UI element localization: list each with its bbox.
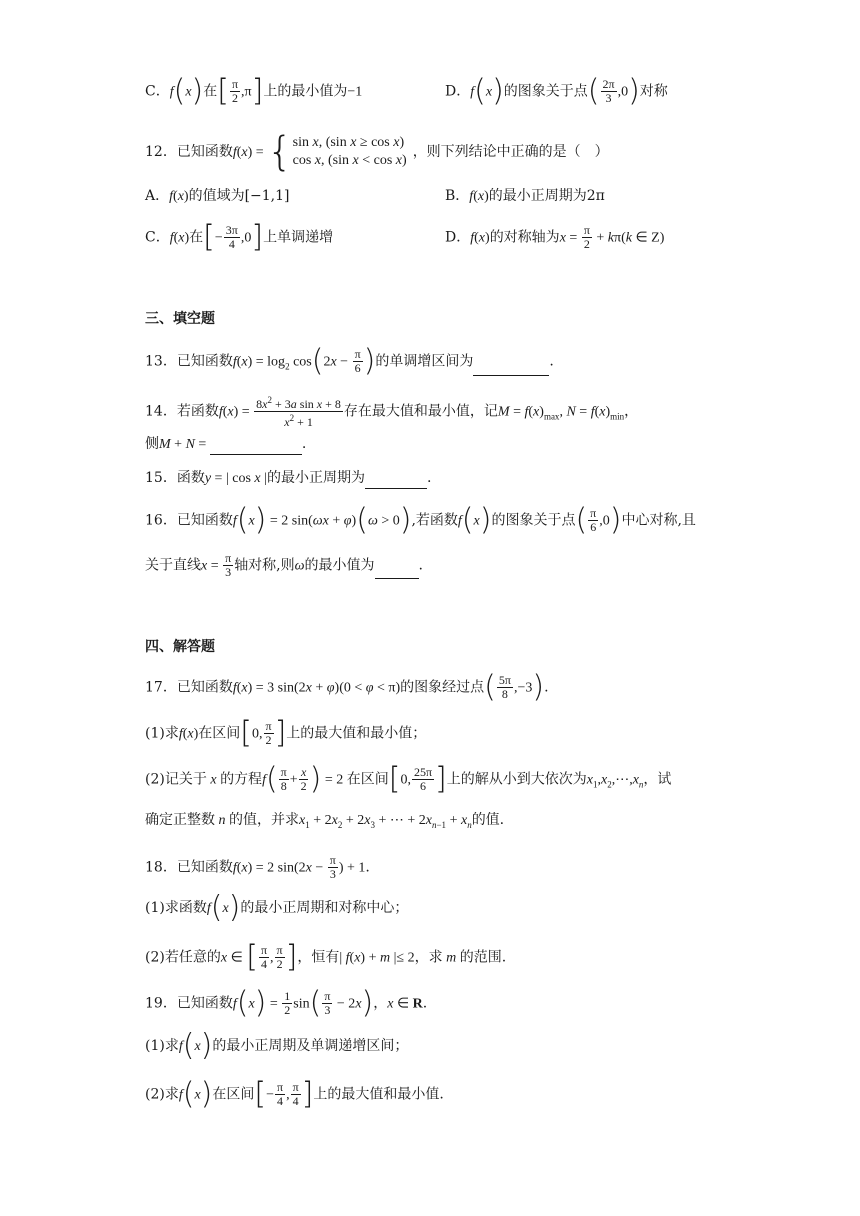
- q11-option-c: C．f(x)在[ $\frac{\pi}{2}$ ,π]上的最小值为−1: [145, 73, 363, 109]
- q16-answer-blank[interactable]: [375, 564, 419, 579]
- q19-part2: (2)求f(x)在区间[− $\frac{\pi}{4}$ , $\frac{\pi}{4}$ ]上的最大值和最小值.: [145, 1076, 444, 1112]
- q18-part2: (2)若任意的x ∈ [ $\frac{\pi}{4}$ , $\frac{\pi}{2}$ ]，恒有| f(x) + m |≤ 2，求 m 的范围.: [145, 939, 507, 975]
- q17-stem: 17．已知函数f(x) = 3 sin(2x + φ)(0 < φ < π)的图象经过点( $\frac{5\pi}{8}$ ,−3).: [145, 669, 549, 705]
- q13-answer-blank[interactable]: [473, 361, 549, 376]
- q15-answer-blank[interactable]: [365, 474, 427, 489]
- q17-part2-cont: 确定正整数 n 的值，并求$x_1 + 2x_2 + 2x_3$ + ⋯ + $2x_{n-1} + x_n$的值.: [145, 812, 505, 830]
- q12-option-d: D．f(x)的对称轴为x = $\frac{\pi}{2}$ + kπ(k ∈ Z): [445, 223, 665, 251]
- q12-option-b: B．f(x)的最小正周期为2π: [445, 188, 605, 204]
- q14-answer-blank[interactable]: [210, 440, 302, 455]
- q15: 15．函数y = | cos x |的最小正周期为 .: [145, 468, 431, 489]
- q17-part1: (1)求f(x)在区间[0, $\frac{\pi}{2}$ ]上的最大值和最小值；: [145, 715, 427, 751]
- q13: 13．已知函数$f(x) = \log_2 \cos(2x$ − $\frac{\pi}{6}$ )的单调增区间为 .: [145, 343, 554, 379]
- q12-option-a: A．f(x)的值域为[−1,1]: [145, 188, 290, 204]
- q11-option-d: D．f(x)的图象关于点( $\frac{2\pi}{3}$ ,0)对称: [445, 73, 668, 109]
- q14-line1: 14．若函数f(x) = $\frac{8x^2 + 3a \sin x + 8}{x^2 + 1}$ 存在最大值和最小值，记$M = f(x)_{max}$, $N = f(x)_{min}$，: [145, 395, 639, 429]
- q16-line1: 16．已知函数f(x) = 2 sin(ωx + φ)(ω > 0),若函数f(x)的图象关于点( $\frac{\pi}{6}$ ,0)中心对称,且: [145, 502, 696, 538]
- q19-part1: (1)求f(x)的最小正周期及单调递增区间；: [145, 1028, 409, 1063]
- section-solve-title: 四、解答题: [145, 639, 215, 655]
- q18-part1: (1)求函数f(x)的最小正周期和对称中心；: [145, 890, 409, 925]
- q19-stem: 19．已知函数f(x) = $\frac{1}{2}$ sin( $\frac{\pi}{3}$ − 2x)，x ∈ R.: [145, 985, 428, 1021]
- q16-line2: 关于直线x = $\frac{\pi}{3}$ 轴对称,则ω的最小值为 .: [145, 551, 423, 579]
- section-fill-in-title: 三、填空题: [145, 311, 215, 327]
- q12-stem: 12．已知函数f(x) = { sin x, (sin x ≥ cos x) cos x, (sin x < cos x) ，则下列结论中正确的是（ ）: [145, 129, 609, 175]
- q18-stem: 18．已知函数f(x) = 2 sin(2x − $\frac{\pi}{3}$ ) + 1.: [145, 853, 370, 881]
- q12-option-c: C．f(x)在[− $\frac{3\pi}{4}$ ,0]上单调递增: [145, 219, 334, 255]
- q14-line2: 侧M + N = .: [145, 434, 306, 455]
- q17-part2: (2)记关于 x 的方程f( $\frac{\pi}{8}$ + $\frac{x}{2}$ ) = 2 在区间[0, $\frac{25\pi}{6}$ ]上的解从小到大依次为$x_1,x_2,\cdots,x_n$，试: [145, 761, 672, 797]
